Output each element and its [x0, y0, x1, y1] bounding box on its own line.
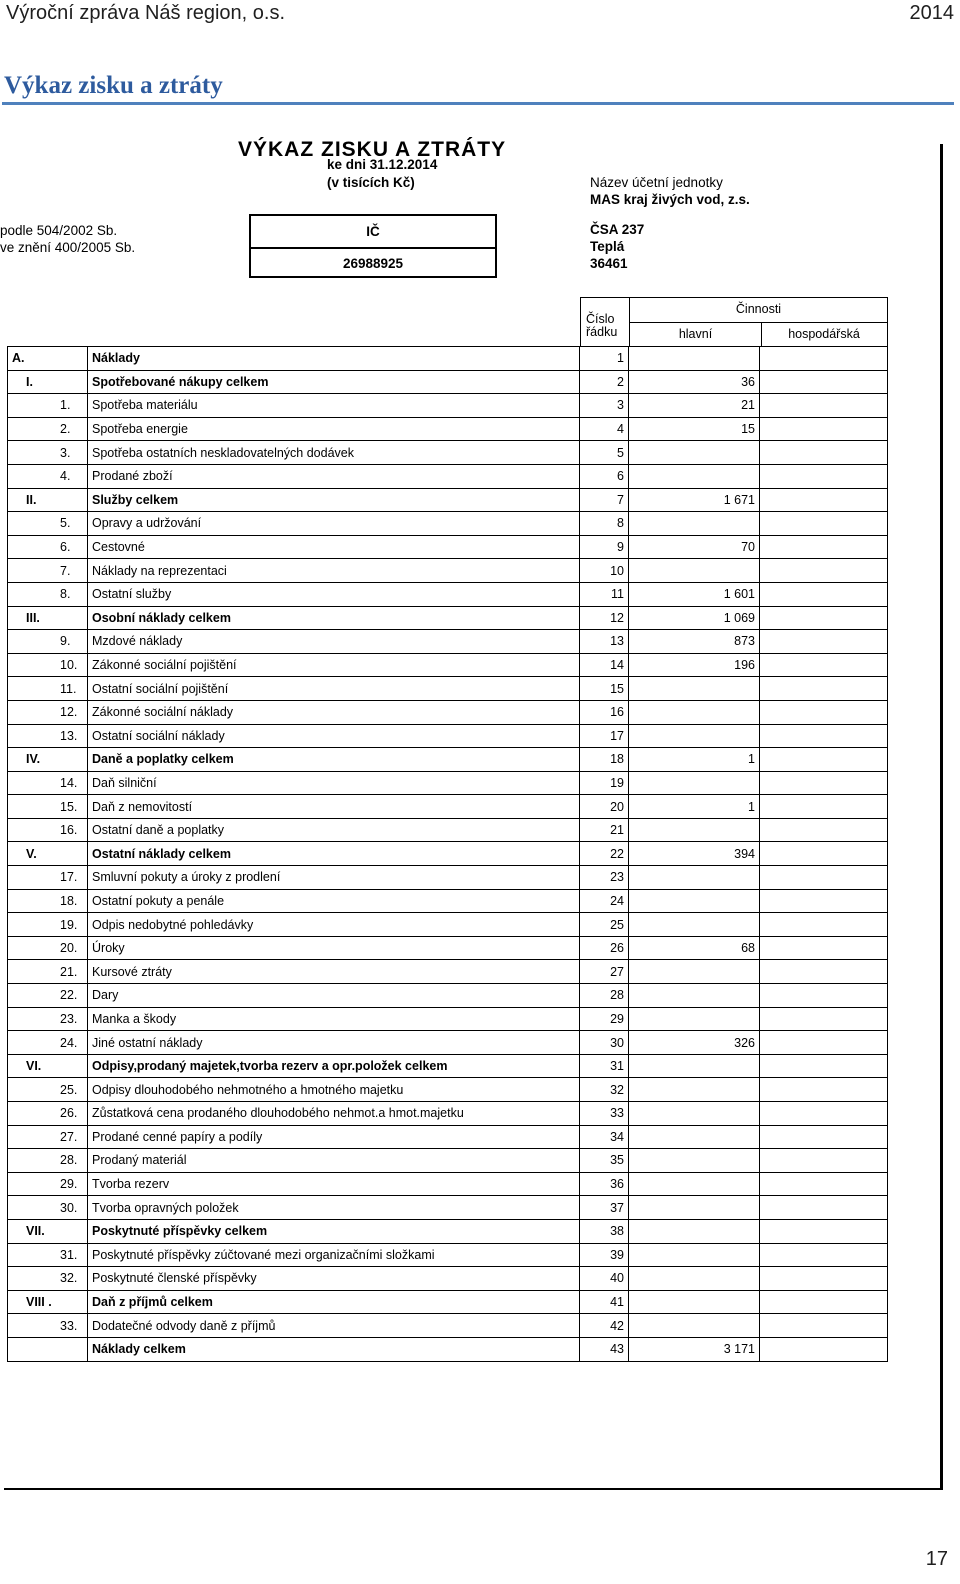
row-label: Zákonné sociální pojištění: [88, 653, 580, 677]
row-label: Daně a poplatky celkem: [88, 748, 580, 772]
row-number: 40: [580, 1267, 629, 1291]
row-code: 6.: [8, 535, 88, 559]
row-code: VIII .: [8, 1290, 88, 1314]
row-label: Poskytnuté příspěvky celkem: [88, 1219, 580, 1243]
row-economic-value: [760, 630, 888, 654]
row-main-value: 873: [629, 630, 760, 654]
table-row: [8, 630, 888, 654]
row-code: 9.: [8, 630, 88, 654]
row-economic-value: [760, 1102, 888, 1126]
row-economic-value: [760, 1219, 888, 1243]
row-number: 7: [580, 488, 629, 512]
row-main-value: 326: [629, 1031, 760, 1055]
table-row: [8, 1078, 888, 1102]
table-row: [8, 441, 888, 465]
row-number: 22: [580, 842, 629, 866]
page-header-year: 2014: [909, 2, 954, 24]
table-row: [8, 417, 888, 441]
row-economic-value: [760, 936, 888, 960]
row-number: 31: [580, 1054, 629, 1078]
row-label: Ostatní sociální náklady: [88, 724, 580, 748]
row-main-value: 1 069: [629, 606, 760, 630]
table-row: [8, 677, 888, 701]
row-code: 22.: [8, 984, 88, 1008]
row-label: Dodatečné odvody daně z příjmů: [88, 1314, 580, 1338]
table-row: [8, 1172, 888, 1196]
row-code: [8, 1337, 88, 1361]
row-code: VII.: [8, 1219, 88, 1243]
row-main-value: 36: [629, 370, 760, 394]
row-number: 18: [580, 748, 629, 772]
row-number-header: [581, 298, 630, 346]
row-label: Ostatní sociální pojištění: [88, 677, 580, 701]
row-code: A.: [8, 347, 88, 371]
row-label: Cestovné: [88, 535, 580, 559]
row-code: III.: [8, 606, 88, 630]
row-economic-value: [760, 1149, 888, 1173]
table-row: [8, 700, 888, 724]
row-main-value: 15: [629, 417, 760, 441]
row-code: I.: [8, 370, 88, 394]
row-code: 24.: [8, 1031, 88, 1055]
row-main-value: [629, 700, 760, 724]
row-main-value: [629, 1290, 760, 1314]
address-zip: 36461: [590, 256, 628, 271]
row-number: 1: [580, 347, 629, 371]
frame-bottom-border: [4, 1488, 942, 1490]
table-row: [8, 653, 888, 677]
row-main-value: [629, 1267, 760, 1291]
table-row: [8, 1219, 888, 1243]
row-number: 37: [580, 1196, 629, 1220]
table-row: [8, 1196, 888, 1220]
row-number: 32: [580, 1078, 629, 1102]
row-economic-value: [760, 1267, 888, 1291]
row-label: Kursové ztráty: [88, 960, 580, 984]
row-label: Náklady na reprezentaci: [88, 559, 580, 583]
row-number: 21: [580, 818, 629, 842]
row-code: 20.: [8, 936, 88, 960]
row-label: Náklady celkem: [88, 1337, 580, 1361]
row-label: Ostatní služby: [88, 582, 580, 606]
row-economic-value: [760, 913, 888, 937]
row-number: 8: [580, 512, 629, 536]
row-economic-value: [760, 441, 888, 465]
table-row: [8, 936, 888, 960]
row-label: Prodaný materiál: [88, 1149, 580, 1173]
row-code: 26.: [8, 1102, 88, 1126]
address-street: ČSA 237: [590, 222, 645, 237]
row-number: 30: [580, 1031, 629, 1055]
row-number: 27: [580, 960, 629, 984]
row-main-value: [629, 1078, 760, 1102]
row-economic-value: [760, 370, 888, 394]
row-label: Odpisy,prodaný majetek,tvorba rezerv a opr.položek celkem: [88, 1054, 580, 1078]
row-number: 5: [580, 441, 629, 465]
row-label: Tvorba rezerv: [88, 1172, 580, 1196]
row-code: 31.: [8, 1243, 88, 1267]
section-title: Výkaz zisku a ztráty: [4, 72, 223, 99]
row-main-value: [629, 866, 760, 890]
table-row: [8, 1102, 888, 1126]
row-main-value: [629, 1149, 760, 1173]
row-number: 9: [580, 535, 629, 559]
row-main-value: [629, 347, 760, 371]
row-label: Spotřeba materiálu: [88, 394, 580, 418]
row-number: 29: [580, 1007, 629, 1031]
table-row: [8, 1007, 888, 1031]
table-row: [8, 370, 888, 394]
row-code: 11.: [8, 677, 88, 701]
table-row: [8, 464, 888, 488]
row-label: Odpisy dlouhodobého nehmotného a hmotného majetku: [88, 1078, 580, 1102]
entity-name: MAS kraj živých vod, z.s.: [590, 192, 750, 207]
table-row: [8, 606, 888, 630]
row-economic-value: [760, 606, 888, 630]
row-label: Ostatní daně a poplatky: [88, 818, 580, 842]
row-code: 15.: [8, 795, 88, 819]
row-code: 16.: [8, 818, 88, 842]
row-main-value: [629, 1196, 760, 1220]
row-main-value: [629, 441, 760, 465]
table-row: [8, 512, 888, 536]
row-number: 36: [580, 1172, 629, 1196]
table-row: [8, 1125, 888, 1149]
row-economic-value: [760, 394, 888, 418]
law-reference-1: podle 504/2002 Sb.: [0, 223, 118, 238]
table-row: [8, 866, 888, 890]
row-number: 6: [580, 464, 629, 488]
row-economic-value: [760, 1078, 888, 1102]
row-number-header-line2: řádku: [586, 325, 618, 339]
table-row: [8, 582, 888, 606]
table-row: [8, 771, 888, 795]
table-row: [8, 889, 888, 913]
row-code: 4.: [8, 464, 88, 488]
row-code: 13.: [8, 724, 88, 748]
profit-loss-table: [7, 346, 888, 1362]
row-code: 5.: [8, 512, 88, 536]
row-economic-value: [760, 417, 888, 441]
table-row: [8, 488, 888, 512]
row-main-value: [629, 512, 760, 536]
row-label: Prodané zboží: [88, 464, 580, 488]
row-code: 21.: [8, 960, 88, 984]
row-label: Spotřebované nákupy celkem: [88, 370, 580, 394]
row-number: 11: [580, 582, 629, 606]
row-number: 16: [580, 700, 629, 724]
table-row: [8, 1267, 888, 1291]
row-main-value: [629, 1054, 760, 1078]
row-number: 41: [580, 1290, 629, 1314]
row-label: Dary: [88, 984, 580, 1008]
row-main-value: 1: [629, 795, 760, 819]
row-label: Spotřeba energie: [88, 417, 580, 441]
row-label: Ostatní pokuty a penále: [88, 889, 580, 913]
table-column-headers: [580, 297, 888, 347]
row-label: Odpis nedobytné pohledávky: [88, 913, 580, 937]
table-row: [8, 1243, 888, 1267]
row-code: 19.: [8, 913, 88, 937]
row-code: 27.: [8, 1125, 88, 1149]
row-label: Daň silniční: [88, 771, 580, 795]
row-number: 28: [580, 984, 629, 1008]
row-number: 14: [580, 653, 629, 677]
row-label: Poskytnuté členské příspěvky: [88, 1267, 580, 1291]
row-code: VI.: [8, 1054, 88, 1078]
row-code: 12.: [8, 700, 88, 724]
table-row: [8, 960, 888, 984]
row-code: 8.: [8, 582, 88, 606]
row-number: 2: [580, 370, 629, 394]
row-number: 17: [580, 724, 629, 748]
row-number-header-line1: Číslo: [586, 312, 615, 326]
table-row: [8, 559, 888, 583]
row-code: 32.: [8, 1267, 88, 1291]
row-economic-value: [760, 842, 888, 866]
row-code: II.: [8, 488, 88, 512]
ic-value: 26988925: [342, 256, 404, 271]
row-economic-value: [760, 889, 888, 913]
row-main-value: [629, 960, 760, 984]
address-city: Teplá: [590, 239, 625, 254]
row-number: 33: [580, 1102, 629, 1126]
row-main-value: [629, 677, 760, 701]
row-main-value: [629, 1007, 760, 1031]
row-label: Osobní náklady celkem: [88, 606, 580, 630]
row-number: 35: [580, 1149, 629, 1173]
page-number: 17: [925, 1548, 948, 1570]
row-economic-value: [760, 347, 888, 371]
row-number: 39: [580, 1243, 629, 1267]
row-main-value: 196: [629, 653, 760, 677]
row-main-value: [629, 1172, 760, 1196]
row-code: V.: [8, 842, 88, 866]
row-number: 43: [580, 1337, 629, 1361]
row-code: 33.: [8, 1314, 88, 1338]
row-main-value: 3 171: [629, 1337, 760, 1361]
row-label: Tvorba opravných položek: [88, 1196, 580, 1220]
row-number: 13: [580, 630, 629, 654]
row-main-value: [629, 913, 760, 937]
row-economic-value: [760, 1054, 888, 1078]
row-economic-value: [760, 464, 888, 488]
row-main-value: [629, 984, 760, 1008]
ic-label: IČ: [251, 216, 495, 249]
row-number: 3: [580, 394, 629, 418]
row-main-value: [629, 1219, 760, 1243]
row-economic-value: [760, 724, 888, 748]
row-main-value: [629, 1243, 760, 1267]
row-code: 17.: [8, 866, 88, 890]
row-code: 25.: [8, 1078, 88, 1102]
row-code: IV.: [8, 748, 88, 772]
row-number: 10: [580, 559, 629, 583]
table-row: [8, 842, 888, 866]
row-economic-value: [760, 677, 888, 701]
row-number: 15: [580, 677, 629, 701]
statement-date: ke dni 31.12.2014: [327, 157, 438, 172]
table-row: [8, 1149, 888, 1173]
row-economic-value: [760, 748, 888, 772]
row-economic-value: [760, 582, 888, 606]
row-code: 28.: [8, 1149, 88, 1173]
row-code: 7.: [8, 559, 88, 583]
table-row: [8, 795, 888, 819]
row-number: 25: [580, 913, 629, 937]
row-number: 20: [580, 795, 629, 819]
table-row: [8, 394, 888, 418]
row-code: 23.: [8, 1007, 88, 1031]
statement-title: VÝKAZ ZISKU A ZTRÁTY: [238, 138, 507, 161]
row-economic-value: [760, 960, 888, 984]
row-economic-value: [760, 795, 888, 819]
row-code: 3.: [8, 441, 88, 465]
table-row: [8, 913, 888, 937]
row-number: 12: [580, 606, 629, 630]
table-row: [8, 724, 888, 748]
row-number: 42: [580, 1314, 629, 1338]
table-row: [8, 347, 888, 371]
row-label: Náklady: [88, 347, 580, 371]
row-economic-value: [760, 535, 888, 559]
row-main-value: [629, 1314, 760, 1338]
row-label: Smluvní pokuty a úroky z prodlení: [88, 866, 580, 890]
row-code: 30.: [8, 1196, 88, 1220]
table-row: [8, 818, 888, 842]
row-economic-value: [760, 818, 888, 842]
row-economic-value: [760, 512, 888, 536]
row-main-value: [629, 464, 760, 488]
row-economic-value: [760, 1031, 888, 1055]
row-label: Úroky: [88, 936, 580, 960]
section-rule: [2, 102, 954, 105]
row-main-value: 394: [629, 842, 760, 866]
main-activity-header: hlavní: [630, 322, 762, 346]
row-label: Prodané cenné papíry a podíly: [88, 1125, 580, 1149]
row-economic-value: [760, 1125, 888, 1149]
statement-unit: (v tisících Kč): [327, 175, 415, 190]
table-row: [8, 1337, 888, 1361]
row-code: 10.: [8, 653, 88, 677]
row-main-value: [629, 1102, 760, 1126]
row-code: 18.: [8, 889, 88, 913]
row-label: Zůstatková cena prodaného dlouhodobého nehmot.a hmot.majetku: [88, 1102, 580, 1126]
economic-activity-header: hospodářská: [788, 327, 860, 341]
page-header-title: Výroční zpráva Náš region, o.s.: [6, 2, 286, 24]
row-main-value: [629, 559, 760, 583]
row-number: 23: [580, 866, 629, 890]
row-main-value: 68: [629, 936, 760, 960]
row-number: 4: [580, 417, 629, 441]
row-economic-value: [760, 1172, 888, 1196]
table-row: [8, 748, 888, 772]
row-economic-value: [760, 1314, 888, 1338]
row-number: 24: [580, 889, 629, 913]
row-label: Opravy a udržování: [88, 512, 580, 536]
row-code: 14.: [8, 771, 88, 795]
row-main-value: 1 601: [629, 582, 760, 606]
row-number: 34: [580, 1125, 629, 1149]
row-economic-value: [760, 866, 888, 890]
row-economic-value: [760, 771, 888, 795]
row-label: Jiné ostatní náklady: [88, 1031, 580, 1055]
row-economic-value: [760, 1007, 888, 1031]
row-economic-value: [760, 559, 888, 583]
row-main-value: 70: [629, 535, 760, 559]
row-code: 1.: [8, 394, 88, 418]
row-main-value: 1 671: [629, 488, 760, 512]
row-main-value: [629, 1125, 760, 1149]
row-code: 2.: [8, 417, 88, 441]
row-label: Zákonné sociální náklady: [88, 700, 580, 724]
frame-right-border: [940, 144, 943, 1490]
row-economic-value: [760, 700, 888, 724]
row-label: Spotřeba ostatních neskladovatelných dodávek: [88, 441, 580, 465]
row-main-value: [629, 771, 760, 795]
row-code: 29.: [8, 1172, 88, 1196]
row-main-value: 1: [629, 748, 760, 772]
table-row: [8, 1031, 888, 1055]
row-label: Mzdové náklady: [88, 630, 580, 654]
row-label: Daň z příjmů celkem: [88, 1290, 580, 1314]
table-row: [8, 1054, 888, 1078]
row-economic-value: [760, 1196, 888, 1220]
row-economic-value: [760, 653, 888, 677]
table-row: [8, 1290, 888, 1314]
entity-label: Název účetní jednotky: [590, 175, 723, 190]
row-main-value: [629, 724, 760, 748]
row-label: Poskytnuté příspěvky zúčtované mezi organizačními složkami: [88, 1243, 580, 1267]
row-economic-value: [760, 984, 888, 1008]
row-label: Služby celkem: [88, 488, 580, 512]
activities-header: Činnosti: [630, 298, 887, 323]
row-number: 26: [580, 936, 629, 960]
row-main-value: [629, 818, 760, 842]
row-number: 38: [580, 1219, 629, 1243]
law-reference-2: ve znění 400/2005 Sb.: [0, 240, 136, 255]
table-row: [8, 1314, 888, 1338]
row-main-value: [629, 889, 760, 913]
row-economic-value: [760, 1290, 888, 1314]
row-main-value: 21: [629, 394, 760, 418]
row-label: Daň z nemovitostí: [88, 795, 580, 819]
ic-box: [249, 214, 497, 278]
row-label: Manka a škody: [88, 1007, 580, 1031]
row-economic-value: [760, 1337, 888, 1361]
row-number: 19: [580, 771, 629, 795]
table-row: [8, 535, 888, 559]
table-row: [8, 984, 888, 1008]
row-economic-value: [760, 1243, 888, 1267]
row-economic-value: [760, 488, 888, 512]
row-label: Ostatní náklady celkem: [88, 842, 580, 866]
